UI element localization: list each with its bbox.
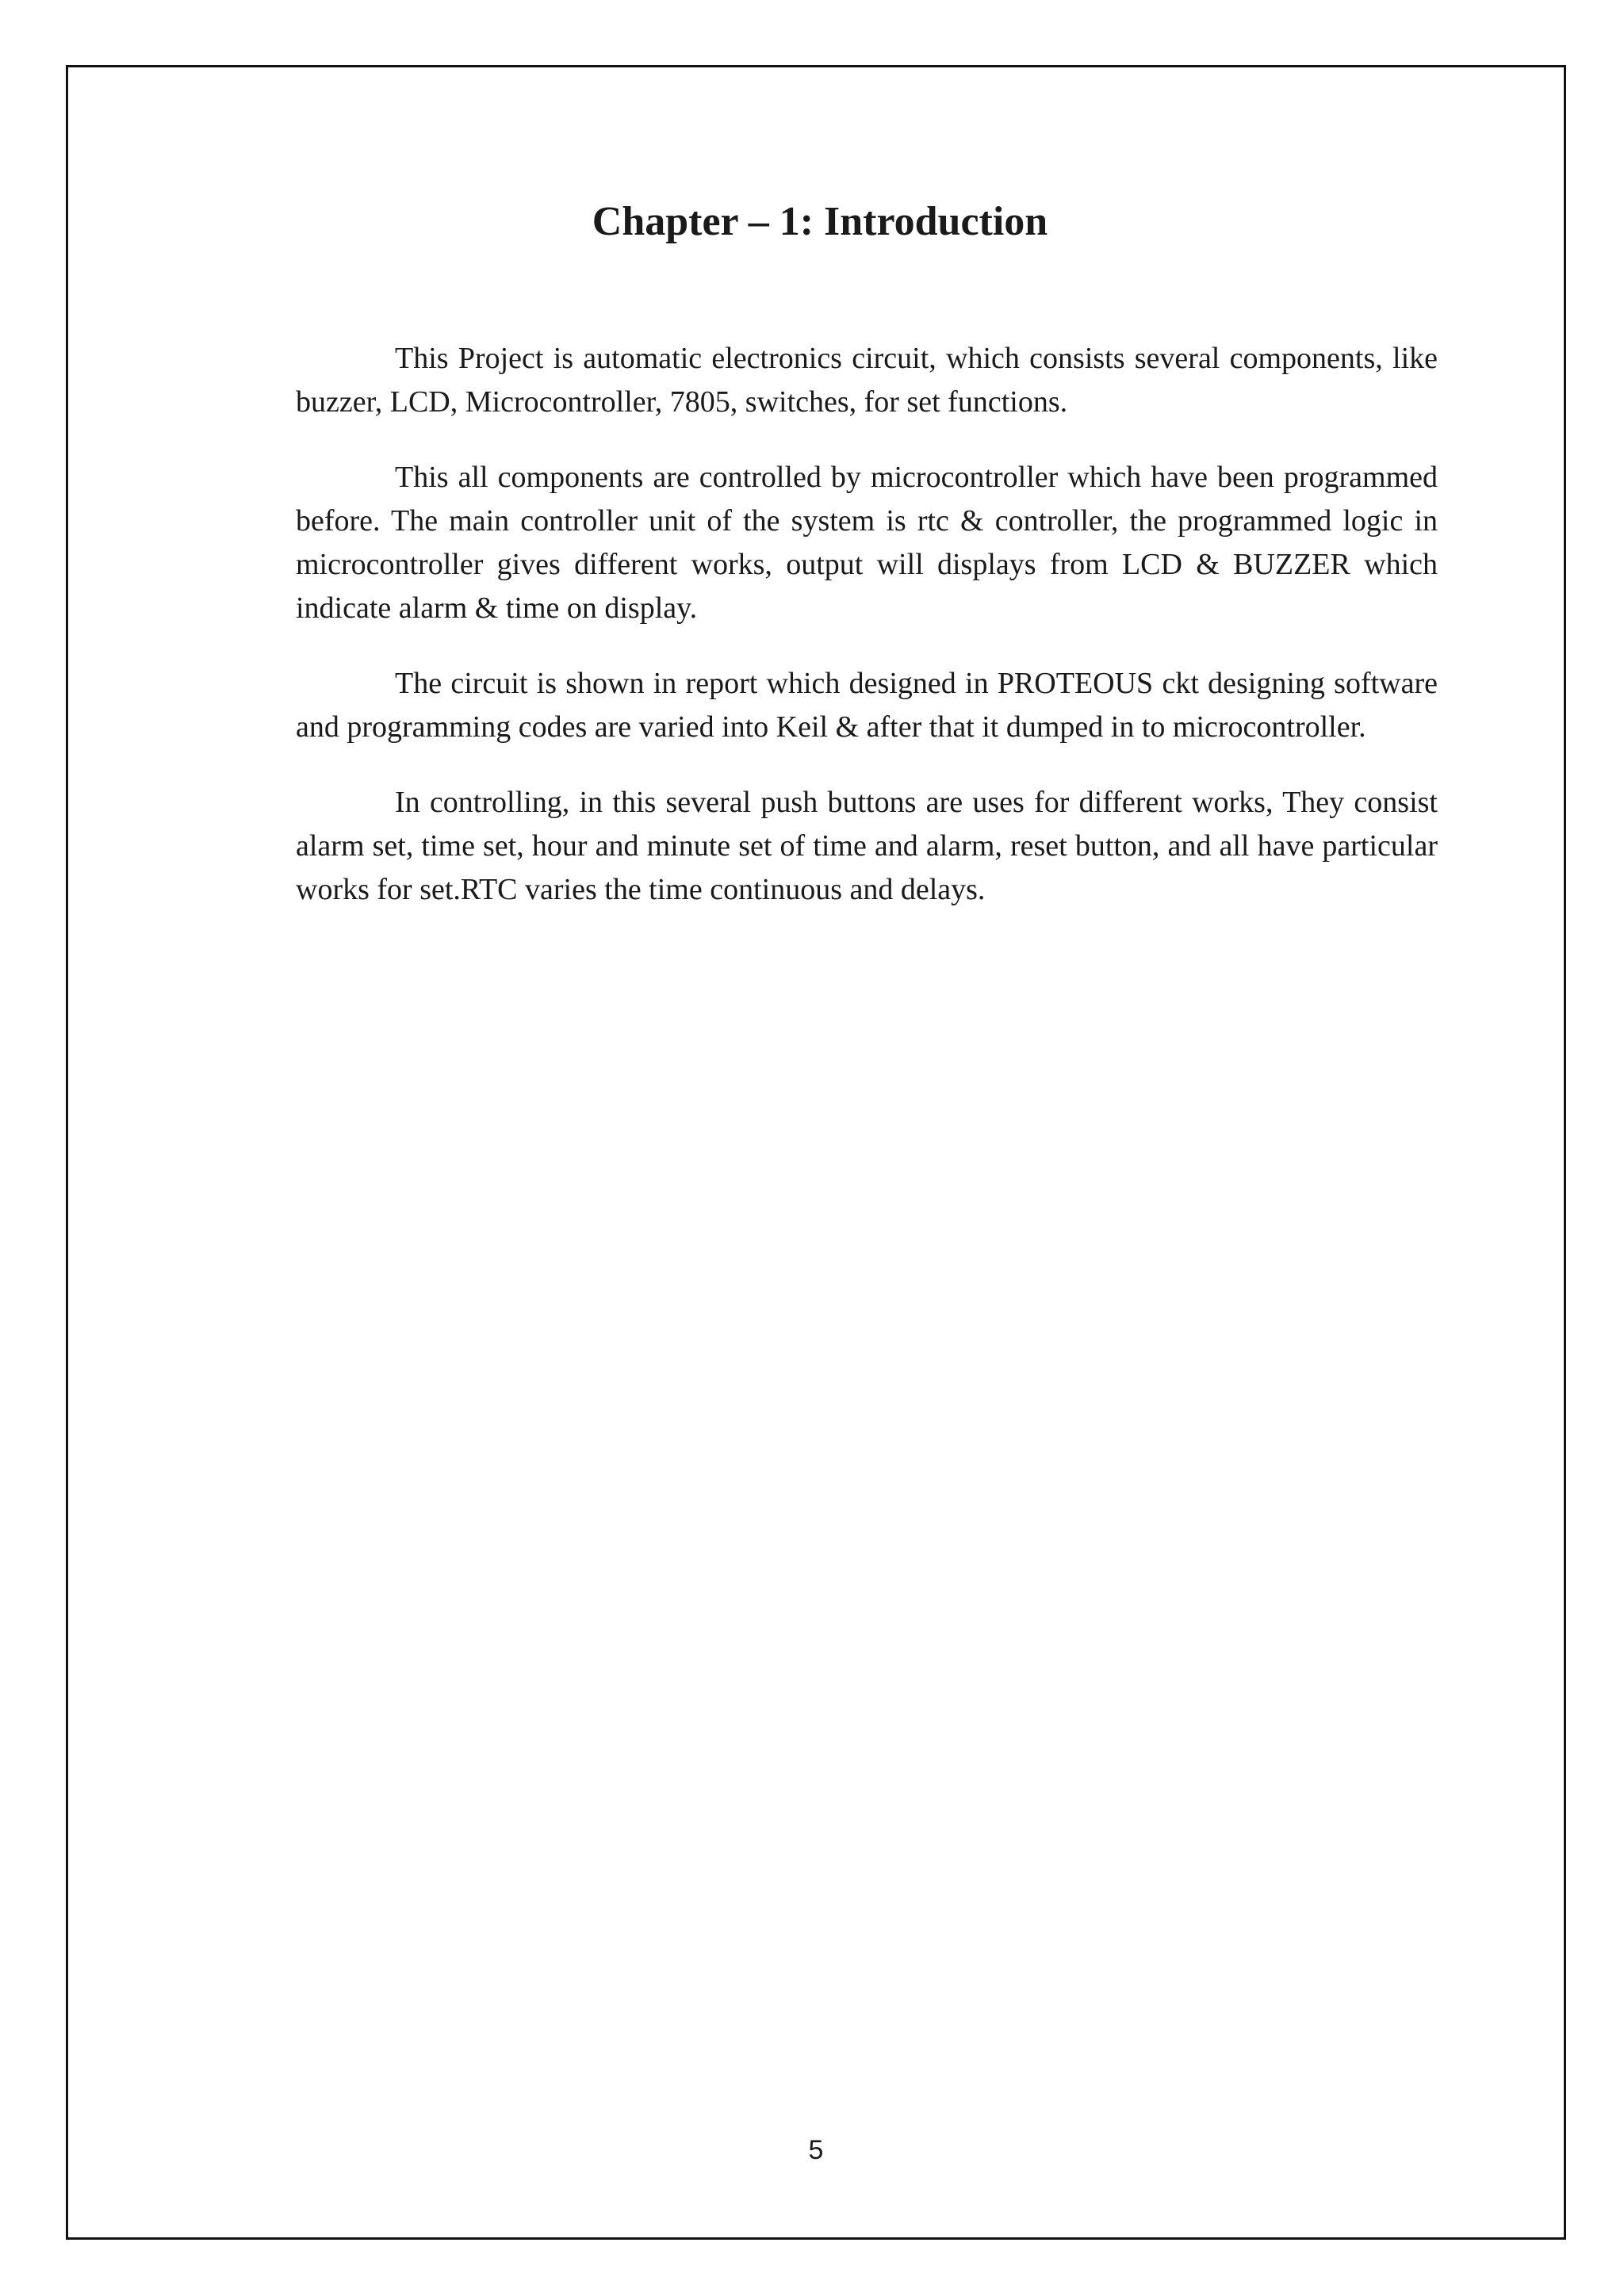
paragraph-controlling: In controlling, in this several push buttons are uses for different works, They consist alarm set, time set, hour and minute set of time and alarm, reset button, and all have particular works for set.RTC varies the time continuous and delays. (296, 786, 1438, 906)
chapter-title: Chapter – 1: Introduction (592, 199, 1048, 244)
paragraph-components-control: This all components are controlled by microcontroller which have been programmed before. The main controller unit of the system is rtc & controller, the programmed logic in microcontroller gives different works, output will displays from LCD & BUZZER which indicate alarm & time on display. (296, 461, 1438, 625)
paragraph-circuit-design: The circuit is shown in report which designed in PROTEOUS ckt designing software and programming codes are varied into Keil & after that it dumped in to microcontroller. (296, 667, 1438, 744)
page-number: 5 (808, 2135, 824, 2165)
body-text (296, 337, 1438, 943)
paragraph-project-overview: This Project is automatic electronics circuit, which consists several components, like buzzer, LCD, Microcontroller, 7805, switches, for set functions. (296, 342, 1438, 419)
